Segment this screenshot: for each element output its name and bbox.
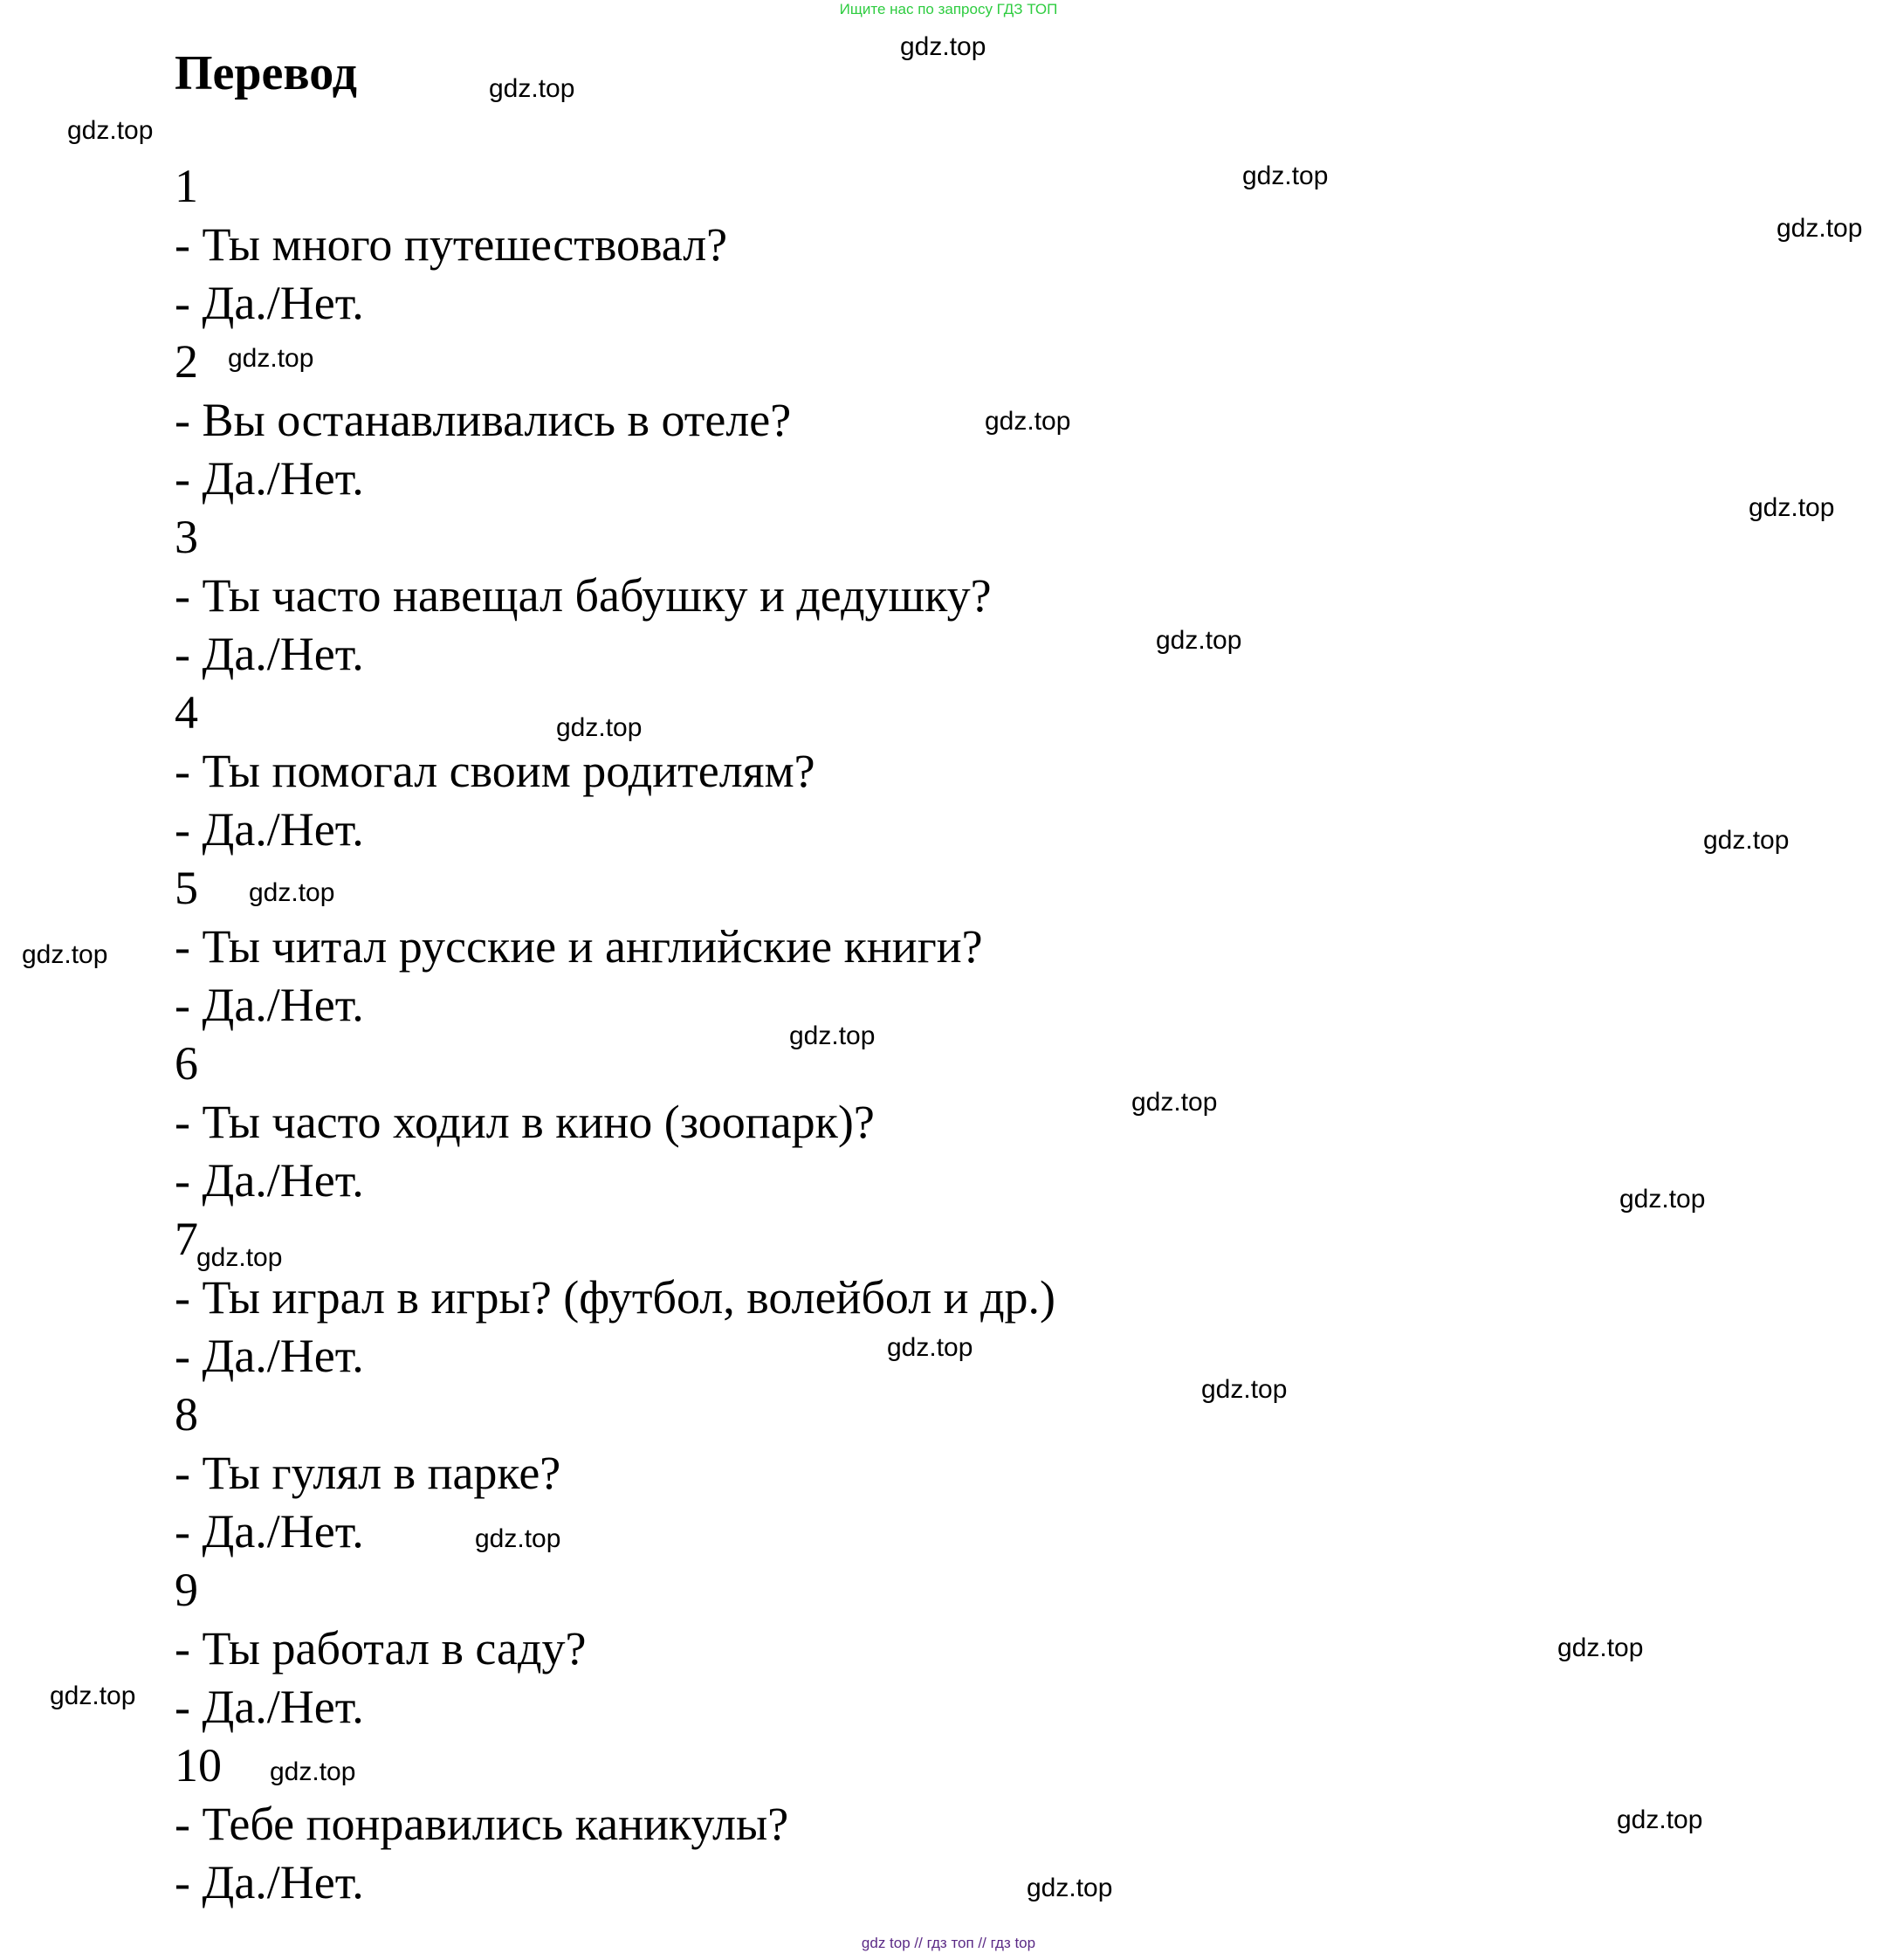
item-answer: - Да./Нет. (175, 1856, 364, 1908)
item-number: 6 (175, 1037, 198, 1090)
item-number: 1 (175, 160, 198, 212)
watermark: gdz.top (1201, 1375, 1288, 1404)
watermark: gdz.top (228, 344, 314, 373)
item-number: 3 (175, 511, 198, 563)
watermark: gdz.top (489, 74, 575, 103)
item-answer: - Да./Нет. (175, 1330, 364, 1382)
page-title: Перевод (175, 46, 357, 100)
watermark: gdz.top (1131, 1088, 1218, 1117)
item-question: - Ты помогал своим родителям? (175, 745, 815, 797)
item-question: - Ты работал в саду? (175, 1622, 587, 1675)
watermark: gdz.top (50, 1681, 136, 1710)
watermark: gdz.top (789, 1021, 876, 1050)
item-number: 10 (175, 1739, 222, 1792)
item-number: 7 (175, 1213, 198, 1265)
item-question: - Ты играл в игры? (футбол, волейбол и др.) (175, 1271, 1056, 1324)
watermark: gdz.top (985, 407, 1071, 436)
watermark: gdz.top (67, 116, 154, 145)
watermark: gdz.top (1242, 162, 1329, 190)
item-question: - Ты много путешествовал? (175, 218, 728, 271)
item-answer: - Да./Нет. (175, 628, 364, 680)
top-search-note: Ищите нас по запросу ГДЗ ТОП (839, 1, 1058, 17)
item-number: 9 (175, 1564, 198, 1616)
list-item (175, 1035, 1055, 1210)
item-number: 8 (175, 1388, 198, 1441)
watermark: gdz.top (900, 32, 986, 61)
item-number: 4 (175, 686, 198, 739)
watermark: gdz.top (1027, 1874, 1113, 1902)
item-answer: - Да./Нет. (175, 1681, 364, 1733)
watermark: gdz.top (475, 1524, 561, 1553)
list-item (175, 684, 1055, 859)
list-item (175, 1386, 1055, 1561)
list-item (175, 157, 1055, 333)
watermark: gdz.top (196, 1243, 283, 1272)
item-question: - Ты гулял в парке? (175, 1447, 561, 1499)
watermark: gdz.top (249, 878, 335, 907)
item-question: - Ты часто ходил в кино (зоопарк)? (175, 1096, 875, 1148)
watermark: gdz.top (270, 1757, 356, 1786)
footer-note: gdz top // гдз топ // гдз top (861, 1935, 1036, 1951)
item-answer: - Да./Нет. (175, 979, 364, 1031)
list-item (175, 1561, 1055, 1736)
item-question: - Ты часто навещал бабушку и дедушку? (175, 569, 992, 622)
item-question: - Тебе понравились каникулы? (175, 1798, 789, 1850)
watermark: gdz.top (1749, 493, 1835, 522)
translation-list (175, 157, 1055, 1912)
item-number: 2 (175, 335, 198, 388)
watermark: gdz.top (556, 713, 643, 742)
item-answer: - Да./Нет. (175, 452, 364, 505)
watermark: gdz.top (1619, 1185, 1706, 1214)
item-question: - Вы останавливались в отеле? (175, 394, 792, 446)
watermark: gdz.top (1557, 1633, 1644, 1662)
item-answer: - Да./Нет. (175, 803, 364, 856)
watermark: gdz.top (22, 940, 108, 969)
item-answer: - Да./Нет. (175, 1505, 364, 1558)
watermark: gdz.top (1617, 1805, 1703, 1834)
watermark: gdz.top (1703, 826, 1790, 855)
item-question: - Ты читал русские и английские книги? (175, 920, 983, 973)
watermark: gdz.top (887, 1333, 973, 1362)
item-answer: - Да./Нет. (175, 1154, 364, 1207)
item-answer: - Да./Нет. (175, 277, 364, 329)
watermark: gdz.top (1777, 214, 1863, 243)
list-item (175, 508, 1055, 684)
watermark: gdz.top (1156, 626, 1242, 655)
item-number: 5 (175, 862, 198, 914)
